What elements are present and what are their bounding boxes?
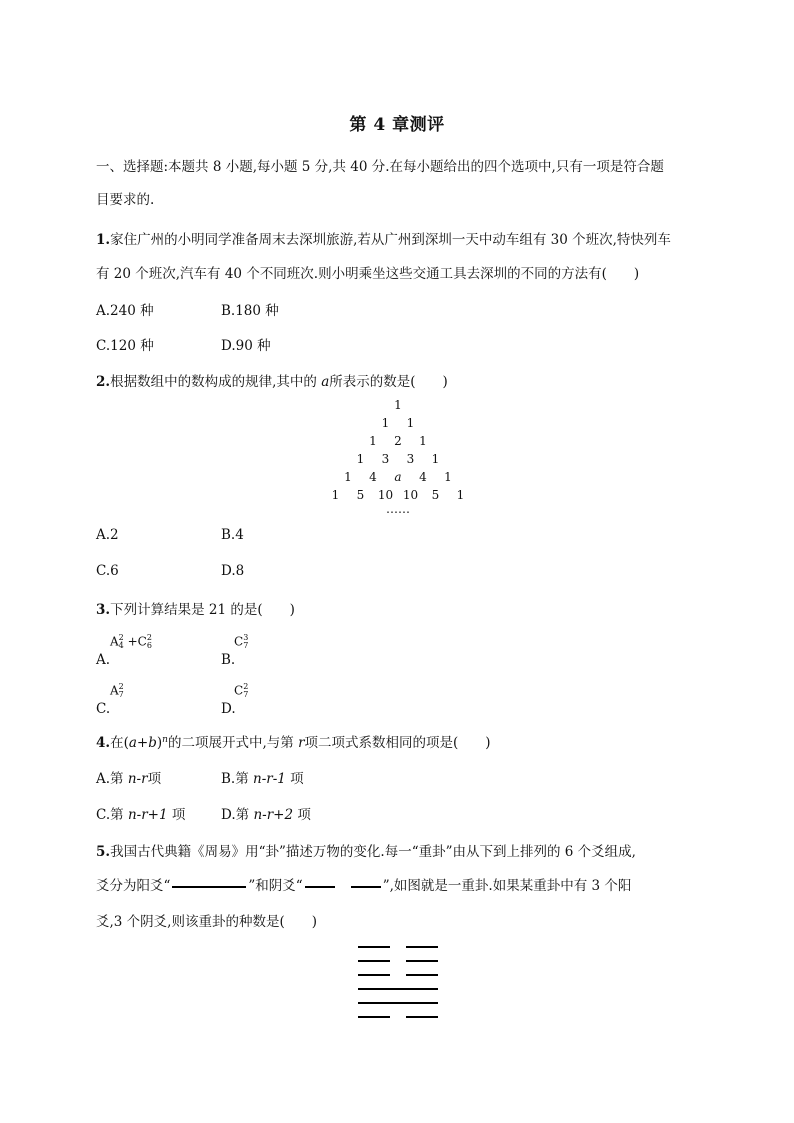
triangle-number: 1 bbox=[369, 434, 377, 448]
q1-option-d[interactable]: D.90 种 bbox=[221, 338, 271, 354]
q1-option-c[interactable]: C.120 种 bbox=[96, 338, 154, 354]
triangle-row bbox=[278, 434, 518, 452]
number-triangle bbox=[278, 398, 518, 518]
triangle-number: 10 bbox=[377, 488, 394, 502]
hexagram-yin-segment bbox=[406, 974, 438, 976]
triangle-number: 5 bbox=[431, 488, 440, 502]
triangle-number: 5 bbox=[356, 488, 365, 502]
q3d-comb-symbol: C bbox=[234, 683, 244, 698]
q3b-sub: 7 bbox=[243, 641, 249, 650]
q4-exponent: n bbox=[162, 735, 168, 745]
q3-option-a-label[interactable]: A. bbox=[96, 652, 111, 668]
yang-line-icon bbox=[172, 886, 246, 888]
q3-option-b-label[interactable]: B. bbox=[221, 652, 236, 668]
triangle-number: a bbox=[394, 470, 402, 484]
q4-option-d[interactable] bbox=[221, 803, 311, 823]
section-instruction-line1: 一、选择题:本题共 8 小题,每小题 5 分,共 40 分.在每小题给出的四个选项中,只有一项是符合题 bbox=[96, 159, 664, 175]
q5-text-2c: ”,如图就是一重卦.如果某重卦中有 3 个阳 bbox=[382, 878, 632, 894]
q5-line3: 爻,3 个阴爻,则该重卦的种数是( ) bbox=[96, 914, 317, 930]
q4-var: r bbox=[298, 735, 305, 751]
triangle-number: 4 bbox=[369, 470, 377, 484]
q4d-post: 项 bbox=[293, 807, 311, 823]
q2-line bbox=[96, 370, 448, 390]
q2-option-c[interactable]: C.6 bbox=[96, 563, 119, 579]
hexagram-yin-segment bbox=[358, 946, 390, 948]
hexagram-yin-segment bbox=[358, 1016, 390, 1018]
q4a-pre: A.第 bbox=[96, 771, 128, 787]
q5-text-2b: ”和阴爻“ bbox=[248, 878, 303, 894]
q5-line2 bbox=[96, 874, 631, 894]
q4-text-c: 的二项展开式中,与第 bbox=[167, 735, 299, 751]
triangle-number: 1 bbox=[406, 416, 415, 430]
triangle-ellipsis-row bbox=[278, 502, 518, 520]
triangle-number: 1 bbox=[394, 398, 402, 412]
q2-text: 根据数组中的数构成的规律,其中的 bbox=[110, 374, 322, 390]
triangle-number: 1 bbox=[419, 434, 427, 448]
triangle-number: 1 bbox=[344, 470, 352, 484]
q4-option-a[interactable] bbox=[96, 767, 161, 787]
q5-number: 5. bbox=[96, 844, 111, 860]
triangle-row bbox=[278, 416, 518, 434]
hexagram-yang-line bbox=[358, 1002, 438, 1004]
q4-binomial: a+b bbox=[128, 735, 157, 751]
q1-text-line1: 家住广州的小明同学准备周末去深圳旅游,若从广州到深圳一天中动车组有 30 个班次,特快列车 bbox=[110, 232, 671, 248]
triangle-number: 3 bbox=[381, 452, 390, 466]
q3-option-c-expr[interactable] bbox=[110, 683, 124, 699]
q3a-comb-symbol: C bbox=[137, 634, 147, 649]
q5-text-2a: 爻分为阳爻“ bbox=[96, 878, 171, 894]
hexagram-figure bbox=[358, 946, 438, 1024]
q3a-comb-sup: 2 bbox=[146, 633, 152, 642]
q4c-post: 项 bbox=[167, 807, 186, 823]
hexagram-yin-segment bbox=[358, 974, 390, 976]
q1-option-a[interactable]: A.240 种 bbox=[96, 303, 154, 319]
q4-text-d: 项二项式系数相同的项是( ) bbox=[304, 735, 491, 751]
triangle-number: 1 bbox=[456, 488, 465, 502]
q3-text: 下列计算结果是 21 的是( ) bbox=[110, 602, 295, 618]
q3d-sup: 2 bbox=[243, 682, 249, 691]
triangle-row bbox=[278, 398, 518, 416]
q5-text-line1: 我国古代典籍《周易》用“卦”描述万物的变化.每一“重卦”由从下到上排列的 6 个爻组成, bbox=[110, 844, 636, 860]
q3-option-a-expr[interactable] bbox=[110, 634, 152, 650]
triangle-row bbox=[278, 452, 518, 470]
q1-line1 bbox=[96, 228, 671, 248]
q3b-comb-symbol: C bbox=[234, 634, 244, 649]
q3a-perm-sup: 2 bbox=[118, 633, 124, 642]
triangle-number: 10 bbox=[402, 488, 419, 502]
q5-line1 bbox=[96, 840, 636, 860]
q4-number: 4. bbox=[96, 735, 111, 751]
triangle-number: 1 bbox=[356, 452, 365, 466]
q4b-pre: B.第 bbox=[221, 771, 254, 787]
hexagram-yin-segment bbox=[406, 1016, 438, 1018]
q4b-post: 项 bbox=[285, 771, 304, 787]
q3c-sub: 7 bbox=[118, 690, 124, 699]
q3-number: 3. bbox=[96, 602, 111, 618]
q4-option-c[interactable] bbox=[96, 803, 185, 823]
triangle-number: 1 bbox=[331, 488, 340, 502]
q4c-pre: C.第 bbox=[96, 807, 128, 823]
triangle-number: 4 bbox=[419, 470, 427, 484]
hexagram-yin-segment bbox=[406, 946, 438, 948]
hexagram-yin-segment bbox=[406, 960, 438, 962]
q3b-sup: 3 bbox=[243, 633, 249, 642]
q2-number: 2. bbox=[96, 374, 111, 390]
q3a-perm-sub: 4 bbox=[118, 641, 124, 650]
triangle-row bbox=[278, 470, 518, 488]
triangle-ellipsis: …… bbox=[386, 502, 410, 516]
triangle-number: 1 bbox=[444, 470, 452, 484]
q4-line bbox=[96, 731, 491, 751]
section-instruction-line2: 目要求的. bbox=[96, 192, 155, 208]
q3c-sup: 2 bbox=[118, 682, 124, 691]
q3a-plus: + bbox=[127, 634, 138, 649]
q3c-perm-symbol: A bbox=[110, 683, 119, 698]
yin-line-icon bbox=[305, 886, 381, 888]
hexagram-yin-segment bbox=[358, 960, 390, 962]
triangle-number: 3 bbox=[406, 452, 415, 466]
q4a-expr: n-r bbox=[127, 771, 148, 787]
q3-option-d-label[interactable]: D. bbox=[221, 701, 236, 717]
q4-text-a: 在( bbox=[110, 735, 129, 751]
q4a-post: 项 bbox=[147, 771, 162, 787]
hexagram-yang-line bbox=[358, 988, 438, 990]
q3-option-b-expr[interactable] bbox=[234, 634, 248, 650]
triangle-number: 1 bbox=[381, 416, 390, 430]
page-title: 第 4 章测评 bbox=[349, 115, 445, 135]
q4c-expr: n-r+1 bbox=[127, 807, 168, 823]
q2-option-b[interactable]: B.4 bbox=[221, 527, 244, 543]
q3a-perm-symbol: A bbox=[110, 634, 119, 649]
q2-var: a bbox=[321, 374, 330, 390]
q3-line bbox=[96, 598, 295, 618]
q3-option-d-expr[interactable] bbox=[234, 683, 248, 699]
q1-line2: 有 20 个班次,汽车有 40 个不同班次.则小明乘坐这些交通工具去深圳的不同的方法有( ) bbox=[96, 266, 640, 282]
q3d-sub: 7 bbox=[243, 690, 249, 699]
q2-option-d[interactable]: D.8 bbox=[221, 563, 245, 579]
q2-option-a[interactable]: A.2 bbox=[96, 527, 119, 543]
q1-option-b[interactable]: B.180 种 bbox=[221, 303, 279, 319]
q4-option-b[interactable] bbox=[221, 767, 304, 787]
q4b-expr: n-r-1 bbox=[253, 771, 286, 787]
q4-text-b: ) bbox=[156, 735, 163, 751]
triangle-number: 1 bbox=[431, 452, 440, 466]
q2-text2: 所表示的数是( ) bbox=[329, 374, 448, 390]
q3a-comb-sub: 6 bbox=[146, 641, 152, 650]
q4d-pre: D.第 bbox=[221, 807, 254, 823]
q4d-expr: n-r+2 bbox=[253, 807, 294, 823]
q1-number: 1. bbox=[96, 232, 111, 248]
q3-option-c-label[interactable]: C. bbox=[96, 701, 111, 717]
triangle-number: 2 bbox=[394, 434, 402, 448]
